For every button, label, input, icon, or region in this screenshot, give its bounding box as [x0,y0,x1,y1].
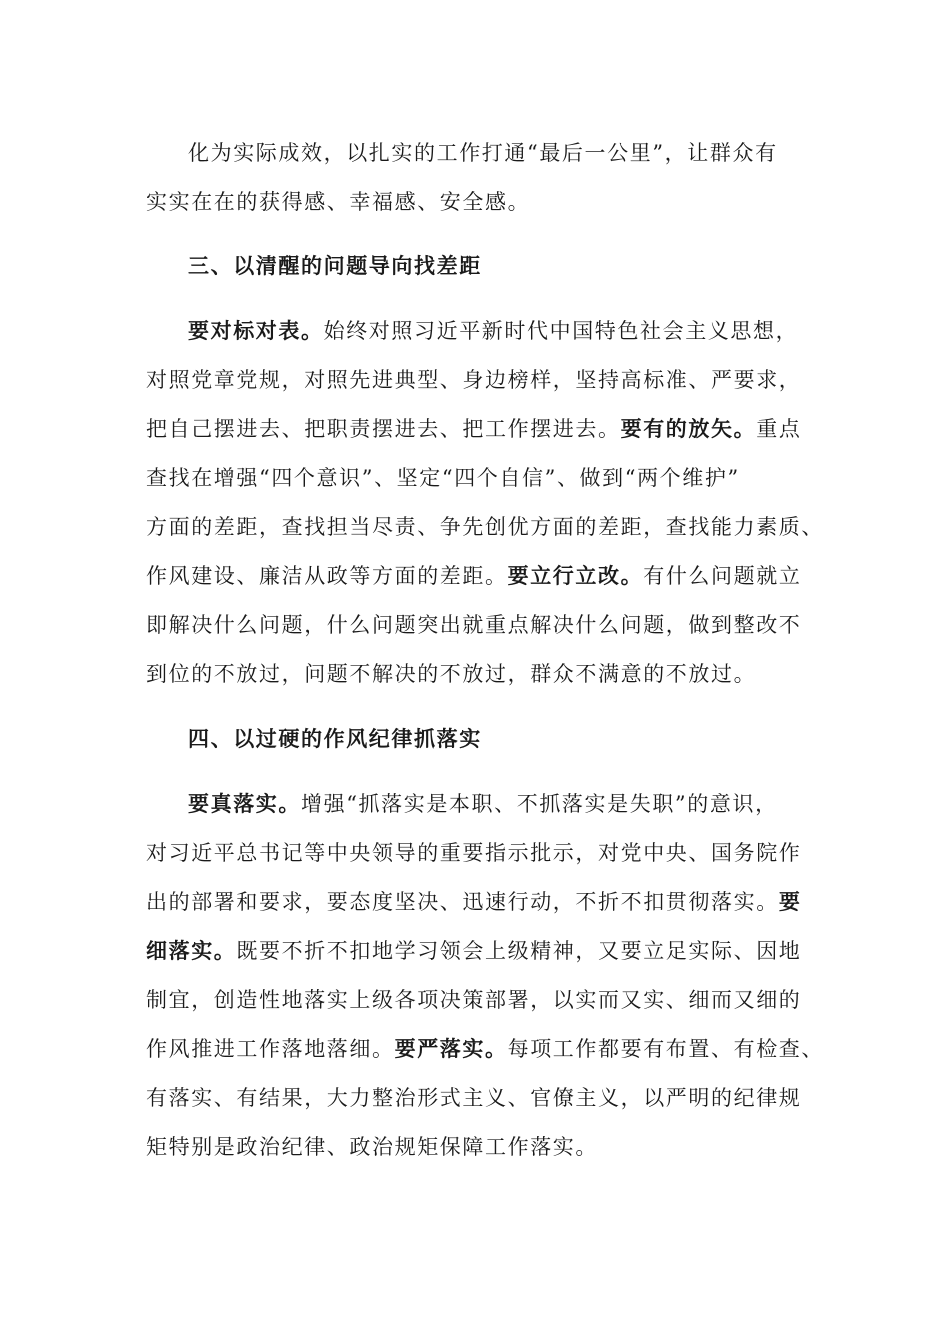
paragraph-line [146,559,836,593]
paragraph-line [188,787,836,821]
paragraph-text: 增强“抓落实是本职、不抓落实是失职”的意识， [301,792,778,816]
paragraph-text: 每项工作都要有布置、有检查、 [507,1037,825,1061]
bold-lead: 要真落实。 [188,791,301,816]
paragraph-text: 作风推进工作落地落细。 [146,1037,395,1061]
paragraph-line: 对习近平总书记等中央领导的重要指示批示，对党中央、国务院作 [146,841,802,865]
section-heading-3: 三、以清醒的问题导向找差距 [188,253,482,278]
bold-lead: 要有的放矢。 [620,416,757,441]
paragraph-line: 矩特别是政治纪律、政治规矩保障工作落实。 [146,1135,598,1159]
paragraph-line: 化为实际成效，以扎实的工作打通“最后一公里”，让群众有 [188,141,778,165]
paragraph-line: 实实在在的获得感、幸福感、安全感。 [146,190,531,214]
bold-lead: 要对标对表。 [188,318,324,343]
paragraph-line: 有落实、有结果，大力整治形式主义、官僚主义，以严明的纪律规 [146,1086,802,1110]
bold-lead: 要立行立改。 [507,563,644,588]
paragraph-text: 把自己摆进去、把职责摆进去、把工作摆进去。 [146,417,621,441]
paragraph-line: 方面的差距，查找担当尽责、争先创优方面的差距，查找能力素质、 [146,515,824,539]
paragraph-line: 即解决什么问题，什么问题突出就重点解决什么问题，做到整改不 [146,613,802,637]
paragraph-line [146,885,836,919]
paragraph-text: 重点 [756,417,802,441]
bold-lead: 要严落实。 [394,1036,508,1061]
paragraph-text: 始终对照习近平新时代中国特色社会主义思想， [323,319,799,343]
paragraph-text: 出的部署和要求，要态度坚决、迅速行动，不折不扣贯彻落实。 [146,890,779,914]
paragraph-line: 查找在增强“四个意识”、坚定“四个自信”、做到“两个维护” [146,466,740,490]
paragraph-line: 制宜，创造性地落实上级各项决策部署，以实而又实、细而又细的 [146,988,802,1012]
paragraph-line [146,1032,836,1066]
section-heading-4: 四、以过硬的作风纪律抓落实 [188,726,482,751]
paragraph-text: 作风建设、廉洁从政等方面的差距。 [146,564,508,588]
paragraph-text: 既要不折不扣地学习领会上级精神，又要立足实际、因地 [236,939,802,963]
paragraph-line [146,412,836,446]
paragraph-line [146,934,836,968]
paragraph-line: 对照党章党规，对照先进典型、身边榜样，坚持高标准、严要求， [146,368,802,392]
bold-lead: 要 [778,889,802,914]
paragraph-line: 到位的不放过，问题不解决的不放过，群众不满意的不放过。 [146,662,757,686]
paragraph-text: 有什么问题就立 [643,564,802,588]
paragraph-line [188,314,836,348]
bold-lead: 细落实。 [146,938,237,963]
